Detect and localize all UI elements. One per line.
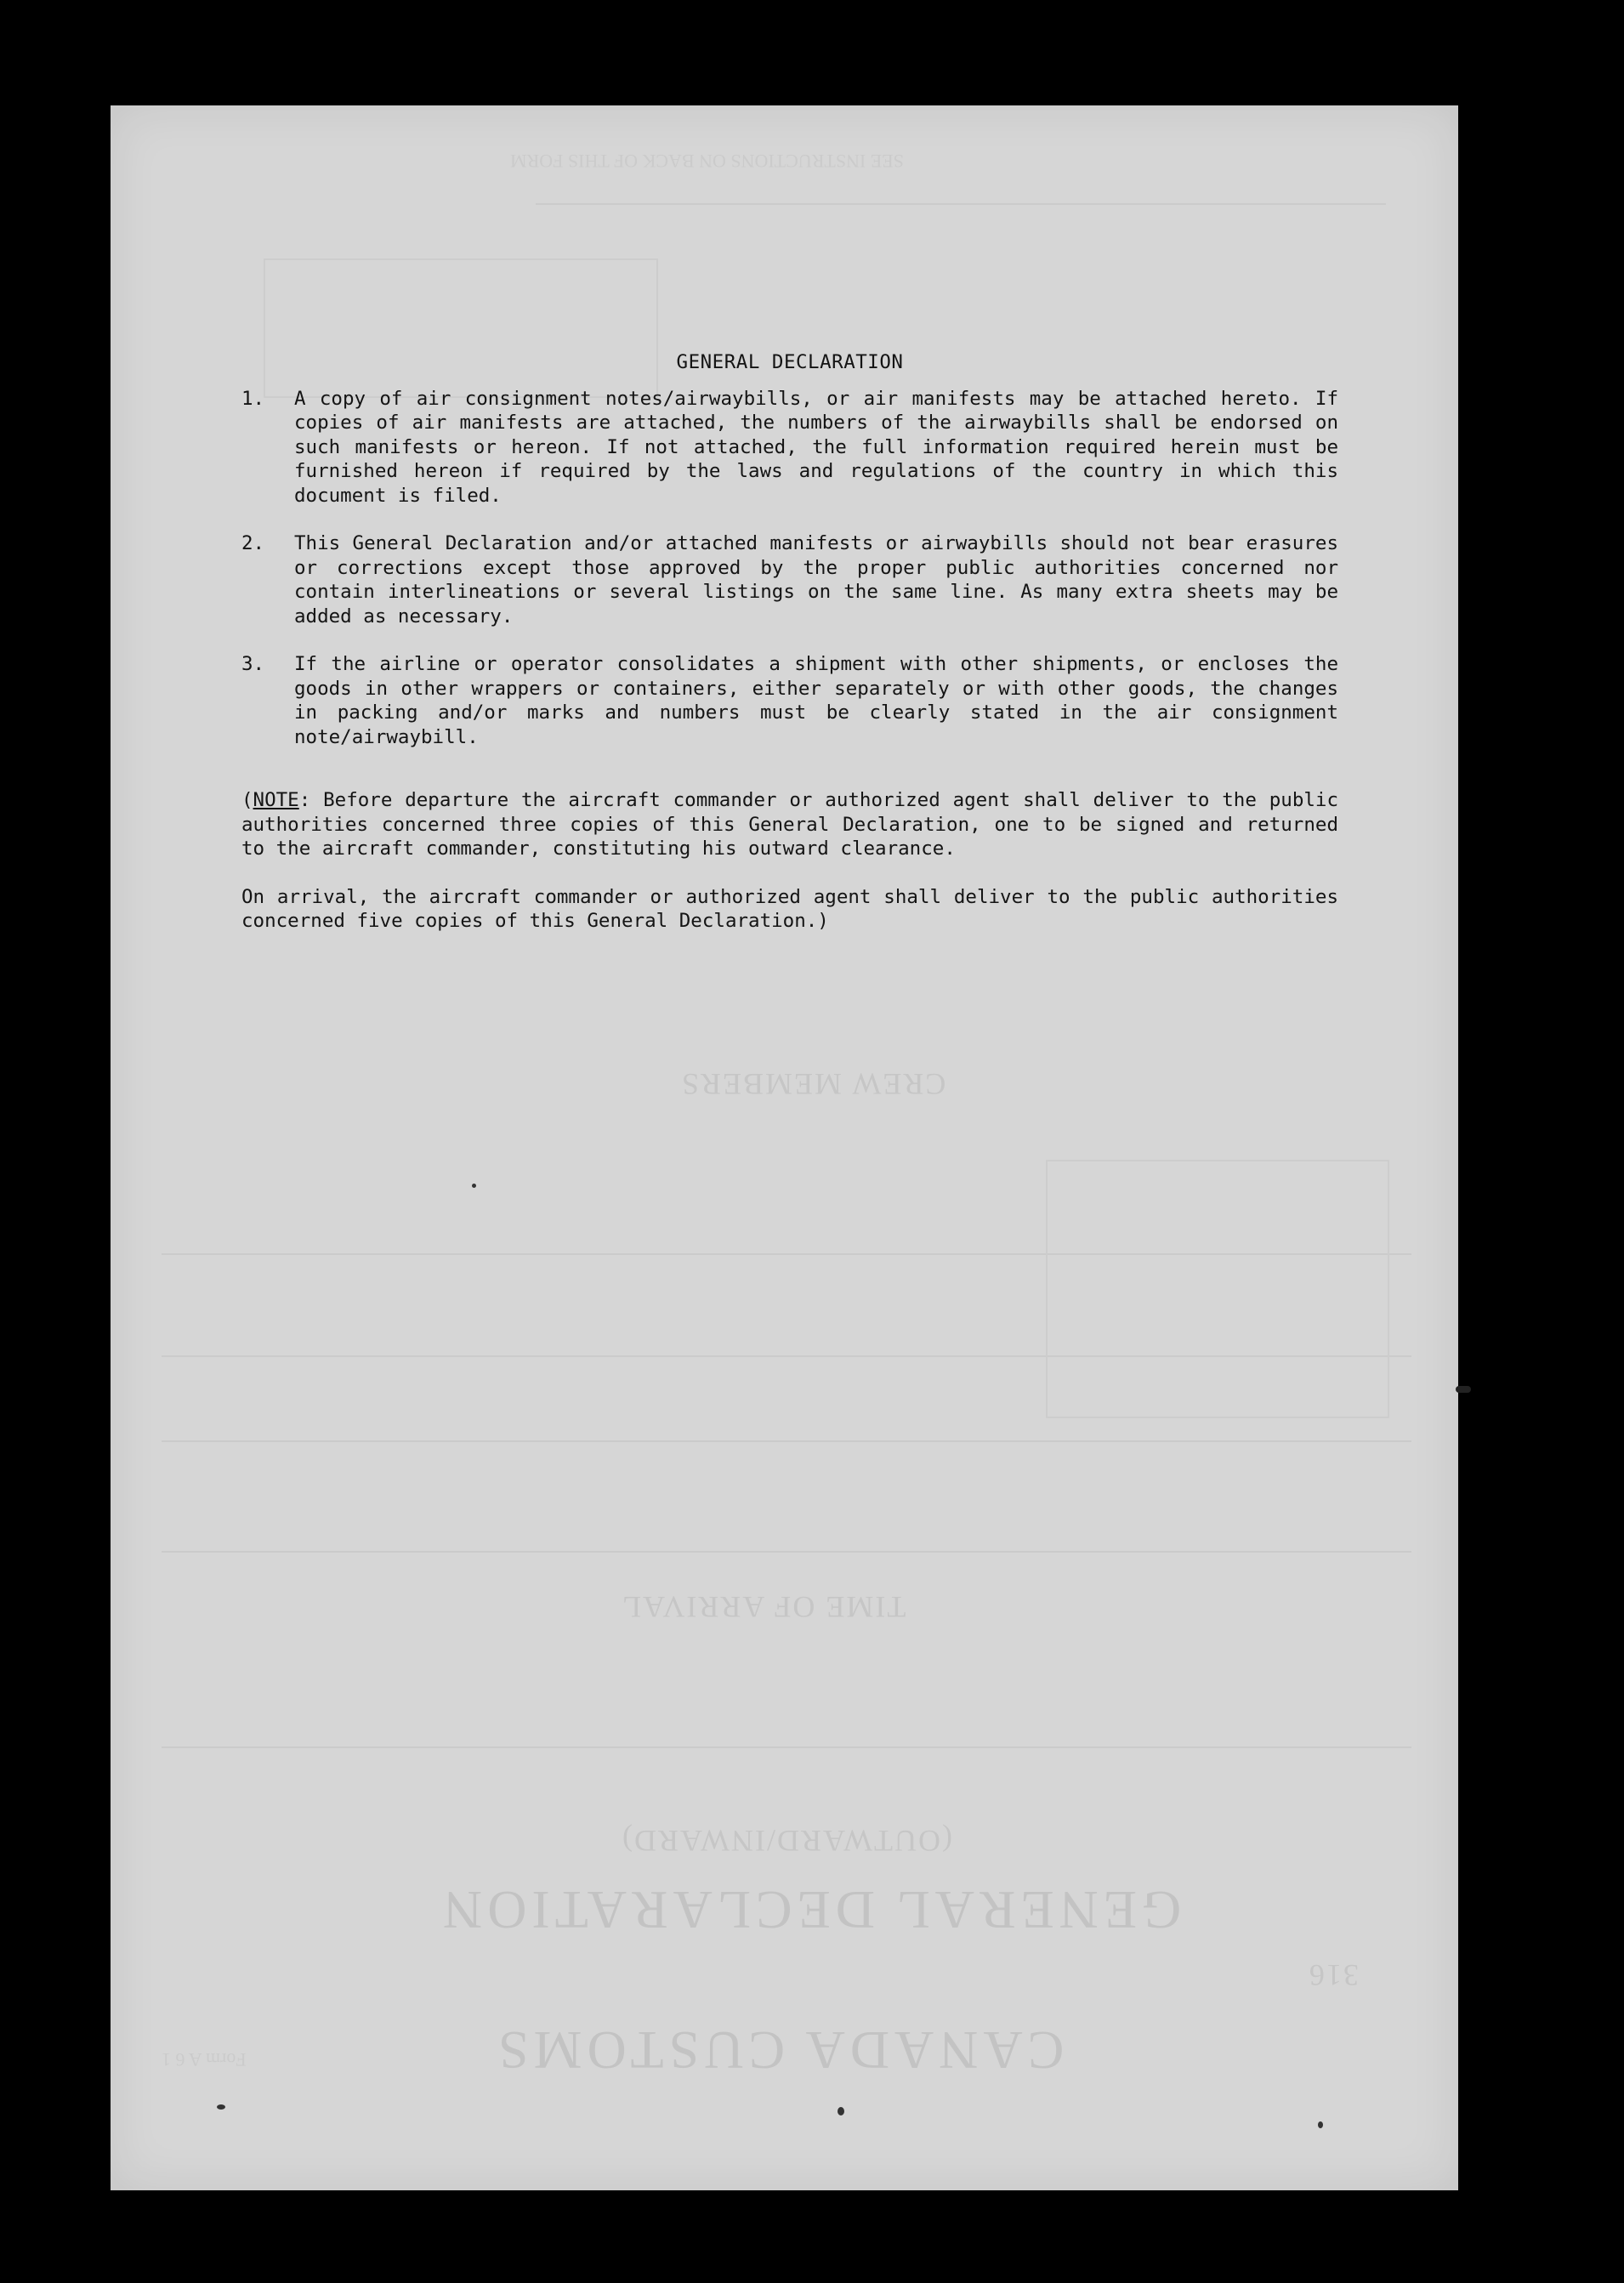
ghost-subtitle: (OUTWARD/INWARD) xyxy=(621,1824,952,1858)
speck xyxy=(472,1184,476,1188)
item-number: 2. xyxy=(241,532,265,554)
speck xyxy=(838,2107,844,2115)
ghost-rule xyxy=(162,1746,1411,1748)
ghost-rule xyxy=(162,1551,1411,1553)
ghost-crew-heading: CREW MEMBERS xyxy=(680,1067,946,1101)
list-item xyxy=(241,652,1338,749)
arrival-paragraph: On arrival, the aircraft commander or authorized agent shall deliver to the public authorities concerned five copies of this General Declaration.) xyxy=(241,885,1338,932)
list-item xyxy=(241,531,1338,628)
ghost-form-number: Form A 6 1 xyxy=(162,2049,247,2070)
item-text: A copy of air consignment notes/airwaybills, or air manifests may be attached hereto. If copies of air manifests are attached, the numbers of the airwaybills shall be endorsed on such manifests or hereon. If not attached, the full information required herein must be furnished hereon if required by the laws and regulations of the country in which this document is filed. xyxy=(294,387,1338,507)
ghost-code: 316 xyxy=(1308,1958,1359,1992)
item-text: If the airline or operator consolidates a shipment with other shipments, or encloses the goods in other wrappers or containers, either separately or with other goods, the changes in packing and/or marks and numbers must be clearly stated in the air consignment note/airwaybill. xyxy=(294,653,1338,748)
ghost-rule xyxy=(536,203,1386,205)
ghost-form-title: GENERAL DECLARATION xyxy=(438,1880,1182,1940)
ghost-header: SEE INSTRUCTIONS ON BACK OF THIS FORM xyxy=(510,150,904,172)
edge-mark xyxy=(1456,1386,1471,1393)
list-item xyxy=(241,387,1338,508)
ghost-box xyxy=(1046,1160,1389,1418)
note-paragraph xyxy=(241,788,1338,861)
note-label: NOTE xyxy=(253,789,299,811)
note-text: : Before departure the aircraft commander or authorized agent shall deliver to the public authorities concerned three copies of this General Declaration, one to be signed and returned to the aircraft commander, constituting his outward clearance. xyxy=(241,789,1338,860)
speck xyxy=(217,2104,225,2110)
item-number: 1. xyxy=(241,387,265,410)
declaration-text xyxy=(241,350,1338,934)
speck xyxy=(1318,2121,1323,2128)
note-open-paren: ( xyxy=(241,789,253,811)
item-number: 3. xyxy=(241,653,265,675)
page-title: GENERAL DECLARATION xyxy=(676,351,904,373)
ghost-rule xyxy=(162,1440,1411,1442)
ghost-agency: CANADA CUSTOMS xyxy=(493,2020,1065,2081)
item-text: This General Declaration and/or attached manifests or airwaybills should not bear erasures or corrections except those approved by the proper public authorities concerned nor contain interlineations or several listings on the same line. As many extra sheets may be added as necessary. xyxy=(294,532,1338,628)
ghost-flight-heading: TIME OF ARRIVAL xyxy=(621,1590,906,1624)
